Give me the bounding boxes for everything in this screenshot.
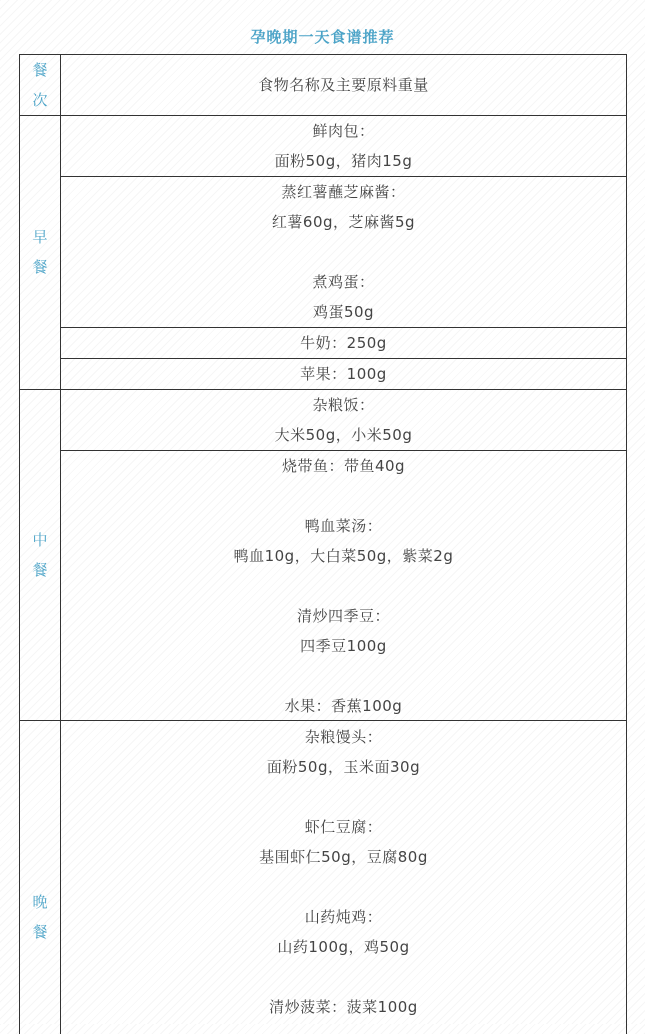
item-line: 鸡蛋50g (312, 303, 375, 321)
breakfast-item-4 (61, 359, 626, 389)
lunch-item-1 (61, 390, 626, 450)
meal-table (19, 54, 627, 1034)
item-line: 鸭血10g，大白菜50g，紫菜2g (233, 547, 454, 565)
lunch-label (20, 525, 60, 585)
item-line: 基围虾仁50g，豆腐80g (259, 848, 428, 866)
item-line: 杂粮饭： (312, 396, 375, 414)
header-meal-label (20, 55, 60, 115)
item-line: 面粉50g，猪肉15g (274, 152, 413, 170)
meal-char: 餐 (32, 923, 48, 941)
item-line (61, 962, 626, 992)
meal-char: 早 (32, 228, 48, 246)
meal-char: 中 (32, 531, 48, 549)
item-line: 水果：香蕉100g (284, 697, 403, 715)
dinner-label (20, 887, 60, 947)
breakfast-item-2 (61, 177, 626, 327)
table-top-border (20, 54, 626, 55)
item-line: 蒸红薯蘸芝麻酱： (281, 183, 406, 201)
item-line: 清炒四季豆： (296, 607, 390, 625)
item-line: 煮鸡蛋： (312, 273, 375, 291)
item-line: 大米50g，小米50g (274, 426, 413, 444)
header-content-label (61, 70, 626, 100)
item-line: 鲜肉包： (312, 122, 375, 140)
lunch-item-2 (61, 451, 626, 721)
dinner-item-1 (61, 722, 626, 1022)
item-line (61, 481, 626, 511)
meal-char: 晚 (32, 893, 48, 911)
item-line: 面粉50g，玉米面30g (266, 758, 421, 776)
header-meal-char: 餐 (32, 61, 48, 79)
meal-char: 餐 (32, 561, 48, 579)
item-line (61, 872, 626, 902)
item-line: 山药炖鸡： (304, 908, 383, 926)
item-line: 虾仁豆腐： (304, 818, 383, 836)
item-line (61, 661, 626, 691)
item-line: 牛奶：250g (300, 334, 387, 352)
header-content-text: 食物名称及主要原料重量 (258, 76, 429, 94)
item-line: 杂粮馒头： (304, 728, 383, 746)
item-line: 鸭血菜汤： (304, 517, 383, 535)
item-line: 山药100g，鸡50g (277, 938, 410, 956)
breakfast-label (20, 222, 60, 282)
item-line: 红薯60g，芝麻酱5g (271, 213, 416, 231)
item-line (61, 571, 626, 601)
breakfast-item-1 (61, 116, 626, 176)
item-line: 烧带鱼：带鱼40g (281, 457, 406, 475)
item-line: 苹果：100g (300, 365, 387, 383)
meal-char: 餐 (32, 258, 48, 276)
breakfast-item-3 (61, 328, 626, 358)
item-line: 四季豆100g (300, 637, 387, 655)
page-title: 孕晚期一天食谱推荐 (250, 28, 395, 46)
item-line (61, 237, 626, 267)
item-line: 清炒菠菜：菠菜100g (269, 998, 418, 1016)
item-line (61, 782, 626, 812)
header-meal-char: 次 (32, 91, 48, 109)
